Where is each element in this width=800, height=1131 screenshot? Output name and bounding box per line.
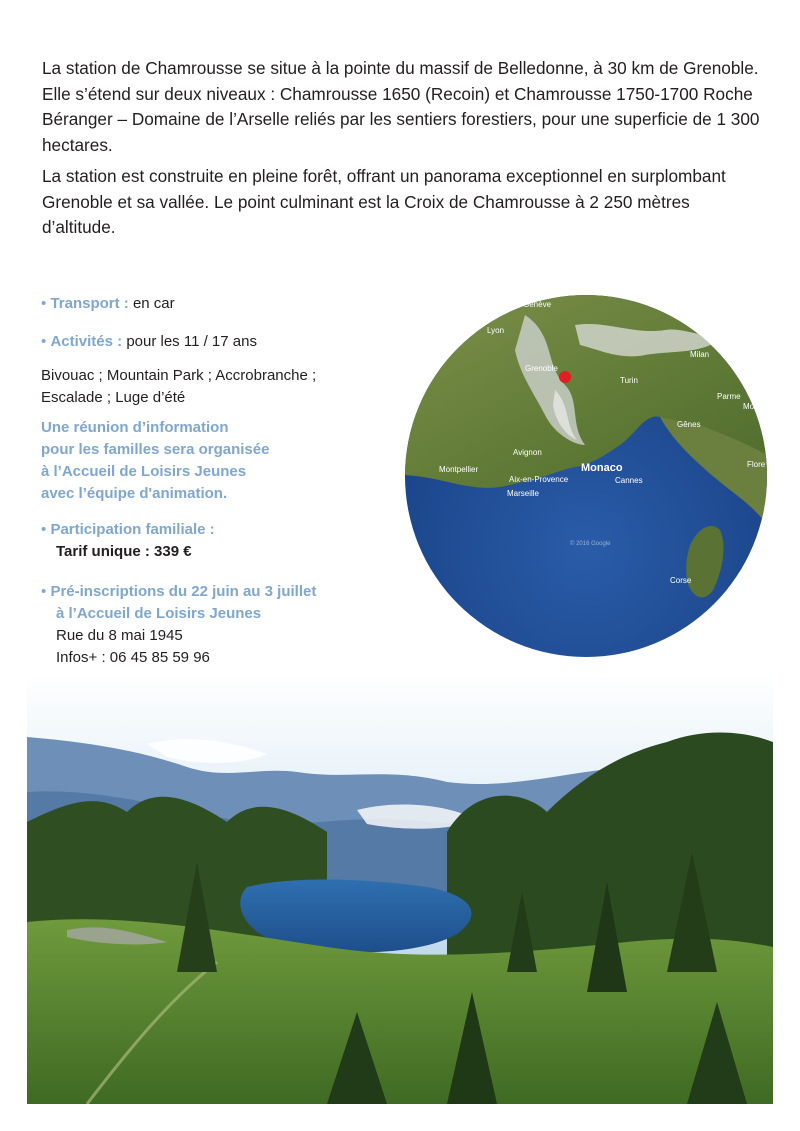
map-label: Avignon: [513, 448, 542, 457]
map-label: Milan: [690, 350, 710, 359]
map-label: Montpellier: [439, 465, 479, 474]
activites-value: pour les 11 / 17 ans: [126, 333, 257, 350]
satellite-map: [405, 295, 767, 657]
map-label-monaco: Monaco: [581, 462, 623, 474]
intro-paragraph-1: La station de Chamrousse se situe à la pointe du massif de Belledonne, à 30 km de Grenoble. Elle s’étend sur deux niveaux : Chamrousse 1650 (Recoin) et Chamrousse 1750-1700 Roche Béranger – Domaine de l’Arselle reliés par les sentiers forestiers, pour une superficie de 1 300 hectares.: [42, 58, 760, 155]
bullet-icon: •: [41, 295, 47, 312]
map-label: Gênes: [677, 420, 701, 429]
map-label: Grenoble: [525, 364, 558, 373]
map-label: Cannes: [615, 476, 643, 485]
transport-row: [41, 293, 401, 315]
map-label: Parme: [717, 392, 741, 401]
intro-paragraph-2: La station est construite en pleine forêt, offrant un panorama exceptionnel en surplombant Grenoble et sa vallée. Le point culminant est la Croix de Chamrousse à 2 250 mètres d’altitude.: [42, 166, 726, 237]
map-label: Mod: [743, 402, 759, 411]
bullet-icon: •: [41, 521, 47, 538]
bullet-icon: •: [41, 583, 47, 600]
map-label: Lyon: [487, 326, 505, 335]
map-label: Marseille: [507, 489, 540, 498]
map-label: Genève: [523, 300, 552, 309]
tarif: Tarif unique : 339 €: [56, 543, 192, 560]
address: Rue du 8 mai 1945: [56, 627, 183, 644]
mountain-lake-photo: [27, 672, 773, 1104]
participation-block: [41, 519, 401, 563]
reunion-line: avec l’équipe d'animation.: [41, 485, 228, 502]
activites-label: Activités :: [50, 333, 123, 350]
reunion-line: Une réunion d’information: [41, 419, 229, 436]
reunion-line: à l’Accueil de Loisirs Jeunes: [41, 463, 247, 480]
transport-value: en car: [132, 295, 175, 312]
preinscriptions-label: Pré-inscriptions du 22 juin au 3 juillet: [50, 583, 317, 600]
reunion-line: pour les familles sera organisée: [41, 441, 270, 458]
activites-row: [41, 331, 401, 353]
phone: Infos+ : 06 45 85 59 96: [56, 649, 210, 666]
intro-text: [42, 56, 762, 247]
preinscriptions-place: à l’Accueil de Loisirs Jeunes: [56, 605, 262, 622]
map-label: Turin: [620, 376, 638, 385]
map-label: Corse: [670, 576, 692, 585]
map-label: Aix-en-Provence: [509, 475, 569, 484]
info-block: [41, 293, 401, 691]
map-copyright: © 2016 Google: [570, 541, 611, 547]
activites-list: Bivouac ; Mountain Park ; Accrobranche ; Escalade ; Luge d’été: [41, 367, 317, 406]
participation-label: Participation familiale :: [50, 521, 215, 538]
map-label: Flore: [747, 460, 766, 469]
transport-label: Transport :: [50, 295, 129, 312]
reunion-notice: [41, 417, 401, 505]
bullet-icon: •: [41, 333, 47, 350]
location-marker-icon: [559, 371, 571, 383]
